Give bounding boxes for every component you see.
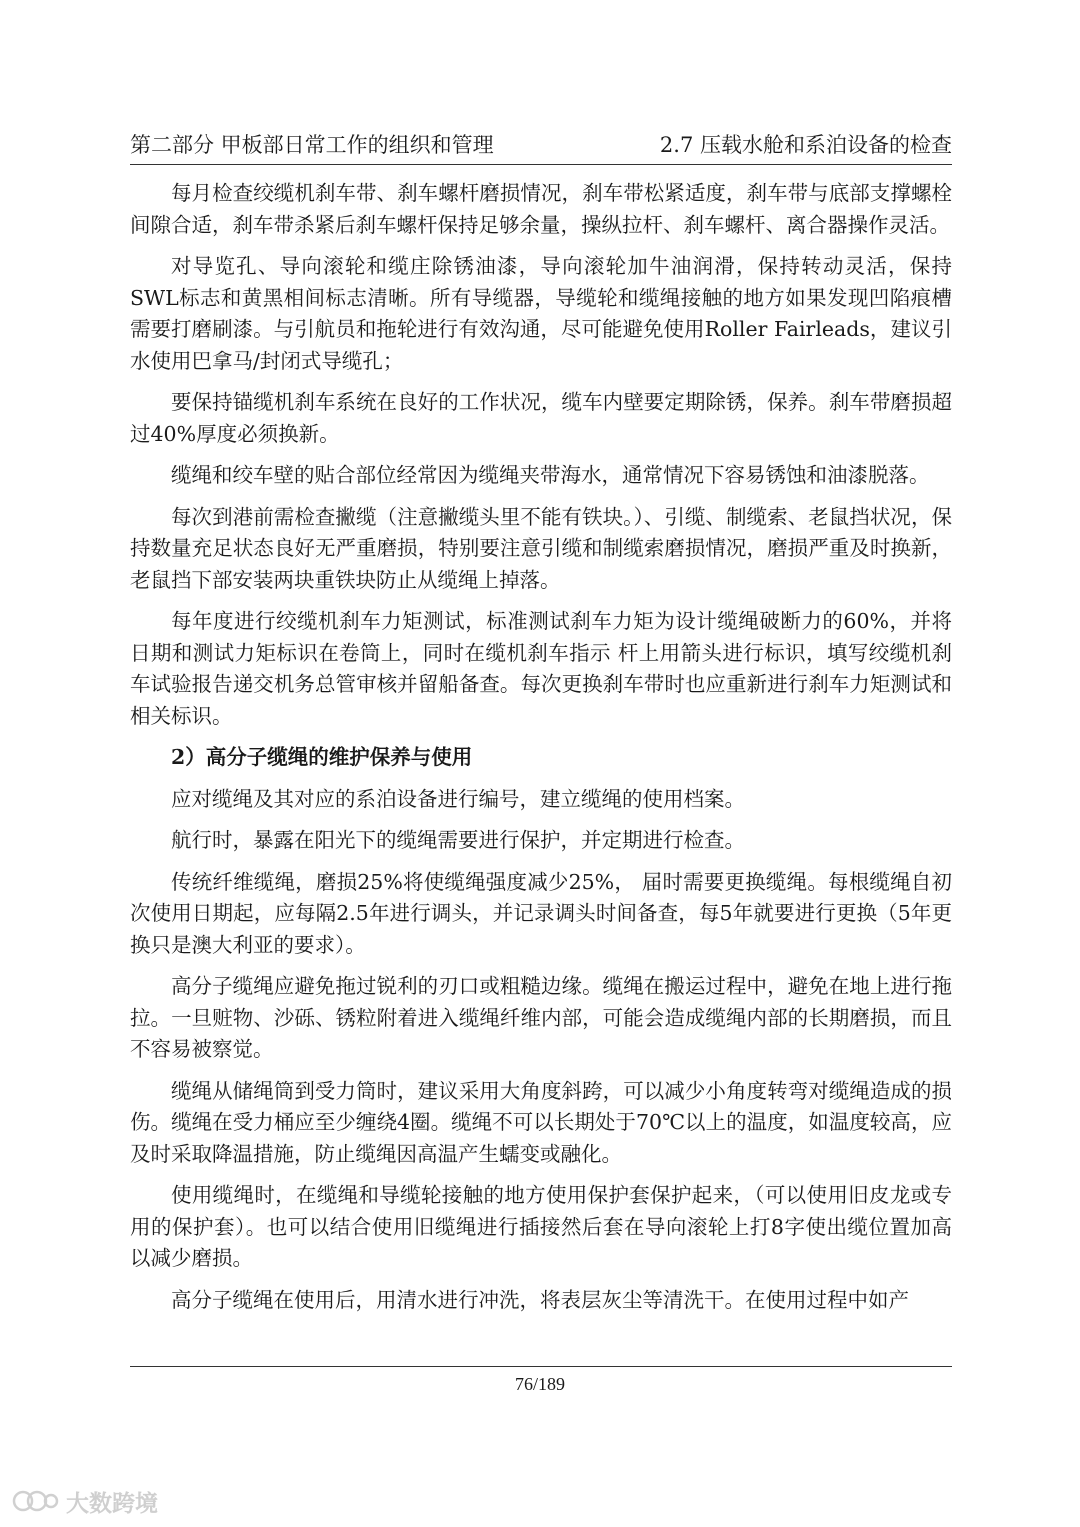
- watermark-logo-icon: [12, 1486, 60, 1516]
- body-paragraph: 使用缆绳时，在缆绳和导缆轮接触的地方使用保护套保护起来，（可以使用旧皮龙或专用的保护套）。也可以结合使用旧缆绳进行插接然后套在导向滚轮上打8字使出缆位置加高以减少磨损。: [130, 1183, 952, 1270]
- body-paragraph: 传统纤维缆绳，磨损25%将使缆绳强度减少25%， 届时需要更换缆绳。每根缆绳自初次使用日期起，应每隔2.5年进行调头，并记录调头时间备查，每5年就要进行更换（5年更换只是澳大利亚的要求）。: [130, 869, 952, 957]
- body-paragraph: 应对缆绳及其对应的系泊设备进行编号，建立缆绳的使用档案。: [171, 786, 745, 811]
- page-number: 76/189: [514, 1374, 565, 1394]
- body-paragraph: 对导览孔、导向滚轮和缆庄除锈油漆，导向滚轮加牛油润滑，保持转动灵活，保持SWL标志和黄黑相间标志清晰。所有导缆器，导缆轮和缆绳接触的地方如果发现凹陷痕槽需要打磨刷漆。与引航员和拖轮进行有效沟通，尽可能避免使用Roller Fairleads，建议引水使用巴拿马/封闭式导缆孔；: [130, 254, 952, 373]
- header-section-title: 2.7 压载水舱和系泊设备的检查: [659, 133, 952, 157]
- running-header: [130, 128, 952, 165]
- body-paragraph: 每次到港前需检查撇缆（注意撇缆头里不能有铁块。）、引缆、制缆索、老鼠挡状况，保持数量充足状态良好无严重磨损，特别要注意引缆和制缆索磨损情况，磨损严重及时换新，老鼠挡下部安装两块重铁块防止从缆绳上掉落。: [130, 504, 952, 592]
- body-paragraph: 缆绳从储绳筒到受力筒时，建议采用大角度斜跨，可以减少小角度转弯对缆绳造成的损伤。缆绳在受力桶应至少缠绕4圈。缆绳不可以长期处于70℃以上的温度，如温度较高，应及时采取降温措施，防止缆绳因高温产生蠕变或融化。: [130, 1078, 952, 1166]
- watermark: [12, 1484, 158, 1518]
- body-paragraph: 高分子缆绳应避免拖过锐利的刃口或粗糙边缘。缆绳在搬运过程中，避免在地上进行拖拉。一旦赃物、沙砾、锈粒附着进入缆绳纤维内部，可能会造成缆绳内部的长期磨损，而且不容易被察觉。: [130, 974, 952, 1061]
- body-paragraph: 缆绳和绞车壁的贴合部位经常因为缆绳夹带海水，通常情况下容易锈蚀和油漆脱落。: [171, 463, 930, 487]
- body-paragraph: 高分子缆绳在使用后，用清水进行冲洗，将表层灰尘等清洗干。在使用过程中如产: [171, 1287, 909, 1312]
- section-heading: 2）高分子缆绳的维护保养与使用: [171, 745, 473, 769]
- footer-divider: [130, 1366, 952, 1367]
- body-paragraph: 航行时，暴露在阳光下的缆绳需要进行保护，并定期进行检查。: [171, 828, 745, 852]
- body-paragraph: 要保持锚缆机刹车系统在良好的工作状况，缆车内壁要定期除锈，保养。刹车带磨损超过40%厚度必须换新。: [130, 390, 952, 446]
- watermark-text: 大数跨境: [66, 1490, 158, 1517]
- header-chapter-title: 第二部分 甲板部日常工作的组织和管理: [130, 133, 494, 157]
- body-paragraph: 每月检查绞缆机刹车带、刹车螺杆磨损情况，刹车带松紧适度，刹车带与底部支撑螺栓间隙合适，刹车带杀紧后刹车螺杆保持足够余量，操纵拉杆、刹车螺杆、离合器操作灵活。: [130, 181, 952, 237]
- body-paragraph: 每年度进行绞缆机刹车力矩测试，标准测试刹车力矩为设计缆绳破断力的60%，并将日期和测试力矩标识在卷筒上，同时在缆机刹车指示 杆上用箭头进行标识，填写绞缆机刹车试验报告递交机务总管审核并留船备查。每次更换刹车带时也应重新进行刹车力矩测试和相关标识。: [130, 609, 952, 728]
- page-body: [130, 178, 952, 1326]
